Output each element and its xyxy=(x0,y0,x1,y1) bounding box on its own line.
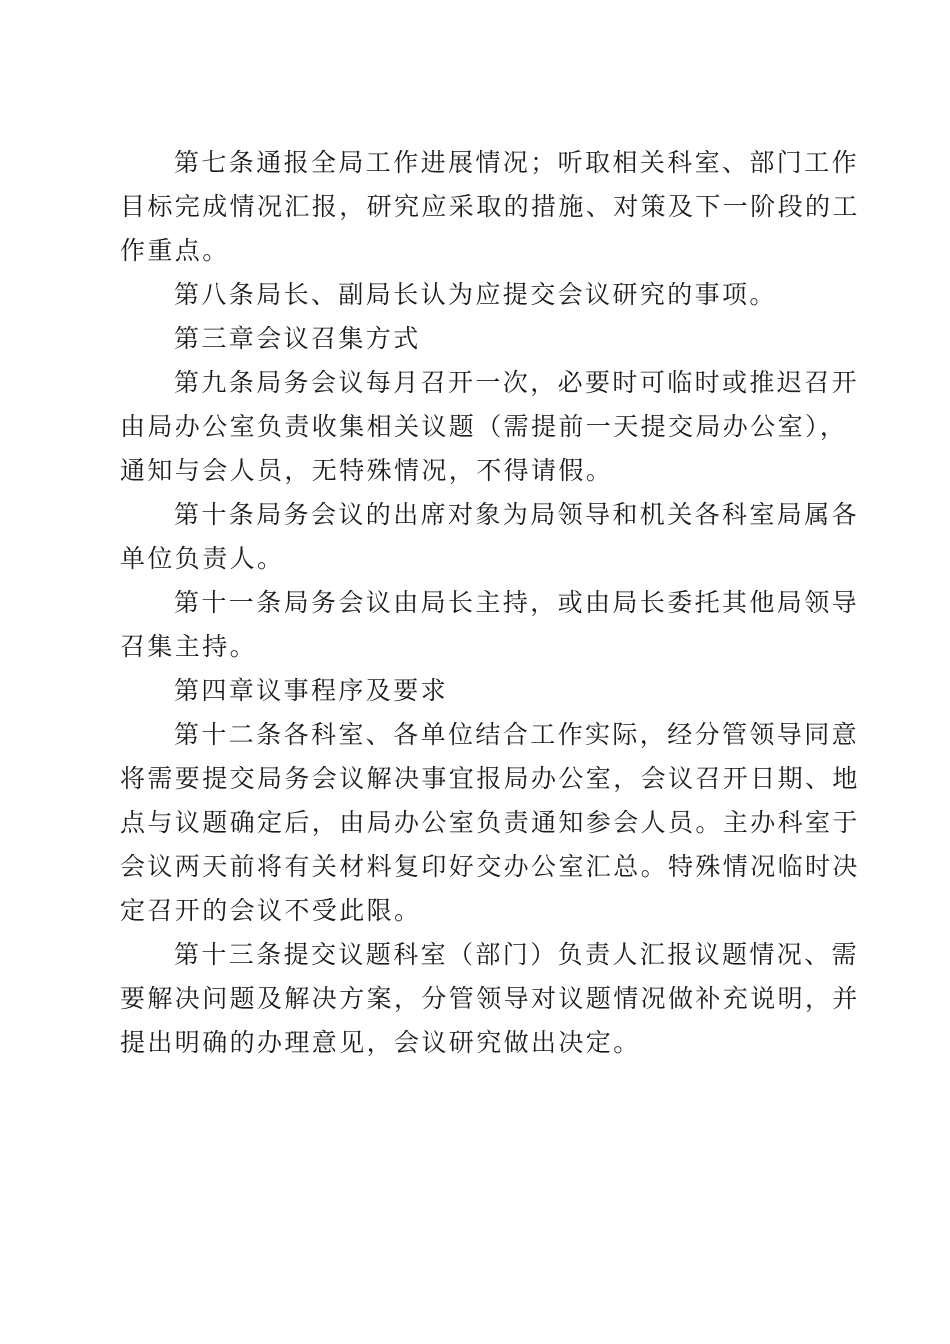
article-8-line-1: 第八条局长、副局长认为应提交会议研究的事项。 xyxy=(174,280,777,309)
article-9-line-2: 由局办公室负责收集相关议题（需提前一天提交局办公室）， xyxy=(120,412,848,441)
article-12-line-5: 定召开的会议不受此限。 xyxy=(120,896,422,925)
article-13-line-2: 要解决问题及解决方案，分管领导对议题情况做补充说明，并 xyxy=(120,984,860,1013)
document-body xyxy=(120,141,860,1065)
article-12-line-3: 点与议题确定后，由局办公室负责通知参会人员。主办科室于 xyxy=(120,808,860,837)
article-9-line-1: 第九条局务会议每月召开一次，必要时可临时或推迟召开 xyxy=(174,368,860,397)
article-11-line-2: 召集主持。 xyxy=(120,632,258,661)
chapter-4-heading: 第四章议事程序及要求 xyxy=(174,676,449,705)
article-13-line-1: 第十三条提交议题科室（部门）负责人汇报议题情况、需 xyxy=(174,940,860,969)
article-7-line-2: 目标完成情况汇报，研究应采取的措施、对策及下一阶段的工 xyxy=(120,192,860,221)
article-7-line-1: 第七条通报全局工作进展情况；听取相关科室、部门工作 xyxy=(174,148,860,177)
chapter-3-heading: 第三章会议召集方式 xyxy=(174,324,421,353)
article-12-line-1: 第十二条各科室、各单位结合工作实际，经分管领导同意 xyxy=(174,720,860,749)
article-10-line-2: 单位负责人。 xyxy=(120,544,285,573)
article-9-line-3: 通知与会人员，无特殊情况，不得请假。 xyxy=(120,456,614,485)
article-12-line-2: 将需要提交局务会议解决事宜报局办公室，会议召开日期、地 xyxy=(120,764,860,793)
article-7-line-3: 作重点。 xyxy=(120,236,230,265)
article-11-line-1: 第十一条局务会议由局长主持，或由局长委托其他局领导 xyxy=(174,588,860,617)
article-13-line-3: 提出明确的办理意见，会议研究做出决定。 xyxy=(120,1028,641,1057)
article-10-line-1: 第十条局务会议的出席对象为局领导和机关各科室局属各 xyxy=(174,500,860,529)
article-12-line-4: 会议两天前将有关材料复印好交办公室汇总。特殊情况临时决 xyxy=(120,852,860,881)
